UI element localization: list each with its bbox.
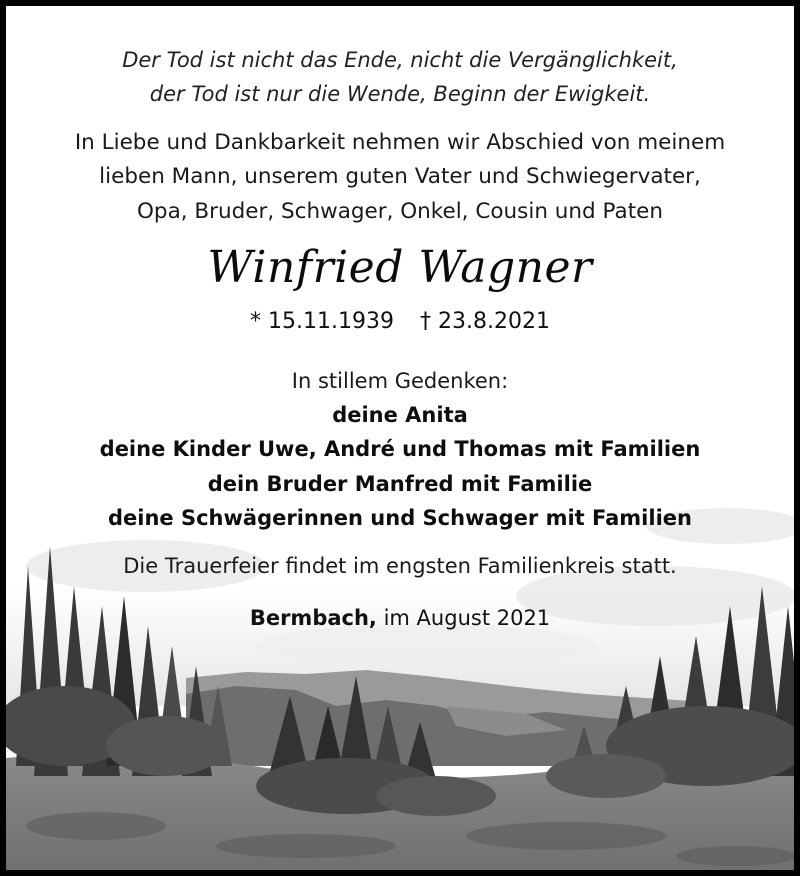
mourner-line-3: dein Bruder Manfred mit Familie bbox=[207, 472, 593, 496]
intro-line-1: In Liebe und Dankbarkeit nehmen wir Abschied von meinem bbox=[74, 130, 726, 155]
mourner-line-4: deine Schwägerinnen und Schwager mit Familien bbox=[108, 506, 692, 530]
verse-line-2: der Tod ist nur die Wende, Beginn der Ewigkeit. bbox=[149, 82, 651, 106]
life-dates bbox=[6, 309, 794, 334]
mourners-heading: In stillem Gedenken: bbox=[291, 369, 509, 393]
birth-date: * 15.11.1939 bbox=[250, 309, 394, 334]
place-town: Bermbach, bbox=[249, 606, 377, 630]
death-date: † 23.8.2021 bbox=[420, 309, 550, 334]
funeral-note: Die Trauerfeier findet im engsten Familienkreis statt. bbox=[123, 554, 677, 578]
mourner-line-1: deine Anita bbox=[332, 403, 468, 427]
intro-line-2: lieben Mann, unserem guten Vater und Schwiegervater, bbox=[99, 164, 701, 189]
mourner-line-2: deine Kinder Uwe, André und Thomas mit Familien bbox=[99, 437, 701, 461]
place-date: im August 2021 bbox=[383, 606, 551, 630]
intro-line-3: Opa, Bruder, Schwager, Onkel, Cousin und Paten bbox=[137, 199, 663, 224]
deceased-name: Winfried Wagner bbox=[207, 242, 593, 293]
place-and-date bbox=[6, 606, 794, 630]
verse-line-1: Der Tod ist nicht das Ende, nicht die Vergänglichkeit, bbox=[122, 48, 678, 72]
